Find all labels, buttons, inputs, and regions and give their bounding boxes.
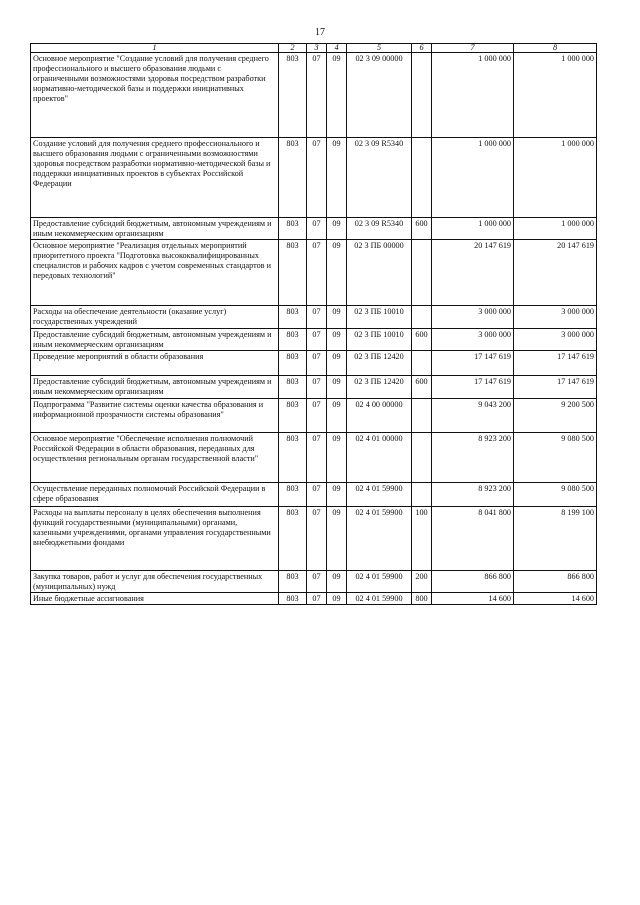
- table-row: [31, 351, 597, 376]
- section-code-cell: 07: [307, 240, 327, 306]
- target-article-cell: 02 4 01 59900: [347, 571, 412, 593]
- table-row: [31, 433, 597, 483]
- name-cell: Основное мероприятие "Создание условий для получения среднего профессионального и высшего образования людьми с ограниченными возможностями здоровья посредством разработки нормативно-методической базы и поддержки инициативных проектов": [31, 53, 279, 138]
- expense-type-cell: [412, 483, 432, 507]
- target-article-cell: 02 3 ПБ 12420: [347, 351, 412, 376]
- header-cell: 4: [327, 44, 347, 53]
- target-article-cell: 02 4 01 59900: [347, 593, 412, 605]
- section-code-cell: 07: [307, 218, 327, 240]
- section-code-cell: 07: [307, 399, 327, 433]
- table-row: [31, 376, 597, 399]
- amount-year1-cell: 3 000 000: [432, 306, 514, 329]
- name-cell: Расходы на выплаты персоналу в целях обеспечения выполнения функций государственными (муниципальными) органами, казенными учреждениями, органами управления государственными внебюджетными фондами: [31, 507, 279, 571]
- section-code-cell: 07: [307, 593, 327, 605]
- ministry-code-cell: 803: [279, 376, 307, 399]
- ministry-code-cell: 803: [279, 433, 307, 483]
- amount-year1-cell: 8 923 200: [432, 483, 514, 507]
- table-row: [31, 399, 597, 433]
- table-row: [31, 53, 597, 138]
- section-code-cell: 07: [307, 329, 327, 351]
- target-article-cell: 02 4 01 59900: [347, 507, 412, 571]
- expense-type-cell: 600: [412, 218, 432, 240]
- section-code-cell: 07: [307, 376, 327, 399]
- expense-type-cell: [412, 240, 432, 306]
- amount-year2-cell: 17 147 619: [514, 376, 597, 399]
- subsection-code-cell: 09: [327, 240, 347, 306]
- section-code-cell: 07: [307, 138, 327, 218]
- expense-type-cell: [412, 351, 432, 376]
- ministry-code-cell: 803: [279, 399, 307, 433]
- table-row: [31, 240, 597, 306]
- ministry-code-cell: 803: [279, 483, 307, 507]
- name-cell: Иные бюджетные ассигнования: [31, 593, 279, 605]
- expense-type-cell: 100: [412, 507, 432, 571]
- amount-year2-cell: 8 199 100: [514, 507, 597, 571]
- subsection-code-cell: 09: [327, 138, 347, 218]
- header-cell: 3: [307, 44, 327, 53]
- target-article-cell: 02 3 09 00000: [347, 53, 412, 138]
- amount-year2-cell: 866 800: [514, 571, 597, 593]
- section-code-cell: 07: [307, 351, 327, 376]
- ministry-code-cell: 803: [279, 53, 307, 138]
- header-cell: 7: [432, 44, 514, 53]
- amount-year2-cell: 9 080 500: [514, 433, 597, 483]
- expense-type-cell: 600: [412, 376, 432, 399]
- target-article-cell: 02 3 ПБ 00000: [347, 240, 412, 306]
- amount-year1-cell: 1 000 000: [432, 138, 514, 218]
- amount-year2-cell: 9 200 500: [514, 399, 597, 433]
- ministry-code-cell: 803: [279, 218, 307, 240]
- budget-table-body: [31, 44, 597, 605]
- amount-year2-cell: 17 147 619: [514, 351, 597, 376]
- subsection-code-cell: 09: [327, 593, 347, 605]
- amount-year1-cell: 866 800: [432, 571, 514, 593]
- subsection-code-cell: 09: [327, 507, 347, 571]
- expense-type-cell: 600: [412, 329, 432, 351]
- subsection-code-cell: 09: [327, 376, 347, 399]
- expense-type-cell: [412, 53, 432, 138]
- target-article-cell: 02 3 09 R5340: [347, 138, 412, 218]
- amount-year1-cell: 17 147 619: [432, 351, 514, 376]
- section-code-cell: 07: [307, 53, 327, 138]
- expense-type-cell: [412, 138, 432, 218]
- amount-year1-cell: 8 041 800: [432, 507, 514, 571]
- amount-year1-cell: 17 147 619: [432, 376, 514, 399]
- subsection-code-cell: 09: [327, 483, 347, 507]
- target-article-cell: 02 4 00 00000: [347, 399, 412, 433]
- target-article-cell: 02 4 01 00000: [347, 433, 412, 483]
- ministry-code-cell: 803: [279, 351, 307, 376]
- subsection-code-cell: 09: [327, 53, 347, 138]
- amount-year2-cell: 9 080 500: [514, 483, 597, 507]
- ministry-code-cell: 803: [279, 571, 307, 593]
- name-cell: Создание условий для получения среднего профессионального и высшего образования людьми с ограниченными возможностями здоровья посредством разработки нормативно-методической базы и поддержки инициативных проектов в субъектах Российской Федерации: [31, 138, 279, 218]
- ministry-code-cell: 803: [279, 306, 307, 329]
- header-cell: 2: [279, 44, 307, 53]
- ministry-code-cell: 803: [279, 593, 307, 605]
- name-cell: Основное мероприятие "Обеспечение исполнения полномочий Российской Федерации в области образования, переданных для осуществления региональным органам государственной власти": [31, 433, 279, 483]
- expense-type-cell: 200: [412, 571, 432, 593]
- header-cell: 6: [412, 44, 432, 53]
- budget-table: [30, 43, 597, 605]
- name-cell: Подпрограмма "Развитие системы оценки качества образования и информационной прозрачности системы образования": [31, 399, 279, 433]
- subsection-code-cell: 09: [327, 218, 347, 240]
- subsection-code-cell: 09: [327, 351, 347, 376]
- ministry-code-cell: 803: [279, 138, 307, 218]
- table-row: [31, 483, 597, 507]
- amount-year2-cell: 3 000 000: [514, 329, 597, 351]
- amount-year1-cell: 1 000 000: [432, 53, 514, 138]
- page-number: 17: [315, 27, 325, 38]
- subsection-code-cell: 09: [327, 571, 347, 593]
- amount-year2-cell: 20 147 619: [514, 240, 597, 306]
- table-row: [31, 218, 597, 240]
- amount-year2-cell: 3 000 000: [514, 306, 597, 329]
- header-cell: 5: [347, 44, 412, 53]
- amount-year1-cell: 9 043 200: [432, 399, 514, 433]
- subsection-code-cell: 09: [327, 433, 347, 483]
- section-code-cell: 07: [307, 507, 327, 571]
- section-code-cell: 07: [307, 433, 327, 483]
- name-cell: Основное мероприятие "Реализация отдельных мероприятий приоритетного проекта "Подготовка высококвалифицированных специалистов и рабочих кадров с учетом современных стандартов и передовых технологий": [31, 240, 279, 306]
- amount-year1-cell: 14 600: [432, 593, 514, 605]
- ministry-code-cell: 803: [279, 329, 307, 351]
- table-row: [31, 329, 597, 351]
- amount-year2-cell: 1 000 000: [514, 218, 597, 240]
- table-header-row: [31, 44, 597, 53]
- amount-year2-cell: 14 600: [514, 593, 597, 605]
- header-cell: 1: [31, 44, 279, 53]
- target-article-cell: 02 4 01 59900: [347, 483, 412, 507]
- expense-type-cell: [412, 399, 432, 433]
- name-cell: Предоставление субсидий бюджетным, автономным учреждениям и иным некоммерческим организациям: [31, 329, 279, 351]
- target-article-cell: 02 3 ПБ 10010: [347, 329, 412, 351]
- name-cell: Предоставление субсидий бюджетным, автономным учреждениям и иным некоммерческим организациям: [31, 376, 279, 399]
- section-code-cell: 07: [307, 571, 327, 593]
- table-row: [31, 571, 597, 593]
- amount-year1-cell: 20 147 619: [432, 240, 514, 306]
- table-row: [31, 306, 597, 329]
- target-article-cell: 02 3 09 R5340: [347, 218, 412, 240]
- name-cell: Осуществление переданных полномочий Российской Федерации в сфере образования: [31, 483, 279, 507]
- section-code-cell: 07: [307, 306, 327, 329]
- header-cell: 8: [514, 44, 597, 53]
- subsection-code-cell: 09: [327, 329, 347, 351]
- target-article-cell: 02 3 ПБ 12420: [347, 376, 412, 399]
- amount-year2-cell: 1 000 000: [514, 138, 597, 218]
- ministry-code-cell: 803: [279, 240, 307, 306]
- name-cell: Закупка товаров, работ и услуг для обеспечения государственных (муниципальных) нужд: [31, 571, 279, 593]
- expense-type-cell: [412, 433, 432, 483]
- amount-year1-cell: 8 923 200: [432, 433, 514, 483]
- subsection-code-cell: 09: [327, 306, 347, 329]
- expense-type-cell: [412, 306, 432, 329]
- name-cell: Предоставление субсидий бюджетным, автономным учреждениям и иным некоммерческим организациям: [31, 218, 279, 240]
- table-row: [31, 593, 597, 605]
- expense-type-cell: 800: [412, 593, 432, 605]
- table-row: [31, 507, 597, 571]
- name-cell: Проведение мероприятий в области образования: [31, 351, 279, 376]
- section-code-cell: 07: [307, 483, 327, 507]
- amount-year1-cell: 3 000 000: [432, 329, 514, 351]
- amount-year2-cell: 1 000 000: [514, 53, 597, 138]
- target-article-cell: 02 3 ПБ 10010: [347, 306, 412, 329]
- name-cell: Расходы на обеспечение деятельности (оказание услуг) государственных учреждений: [31, 306, 279, 329]
- amount-year1-cell: 1 000 000: [432, 218, 514, 240]
- subsection-code-cell: 09: [327, 399, 347, 433]
- ministry-code-cell: 803: [279, 507, 307, 571]
- table-row: [31, 138, 597, 218]
